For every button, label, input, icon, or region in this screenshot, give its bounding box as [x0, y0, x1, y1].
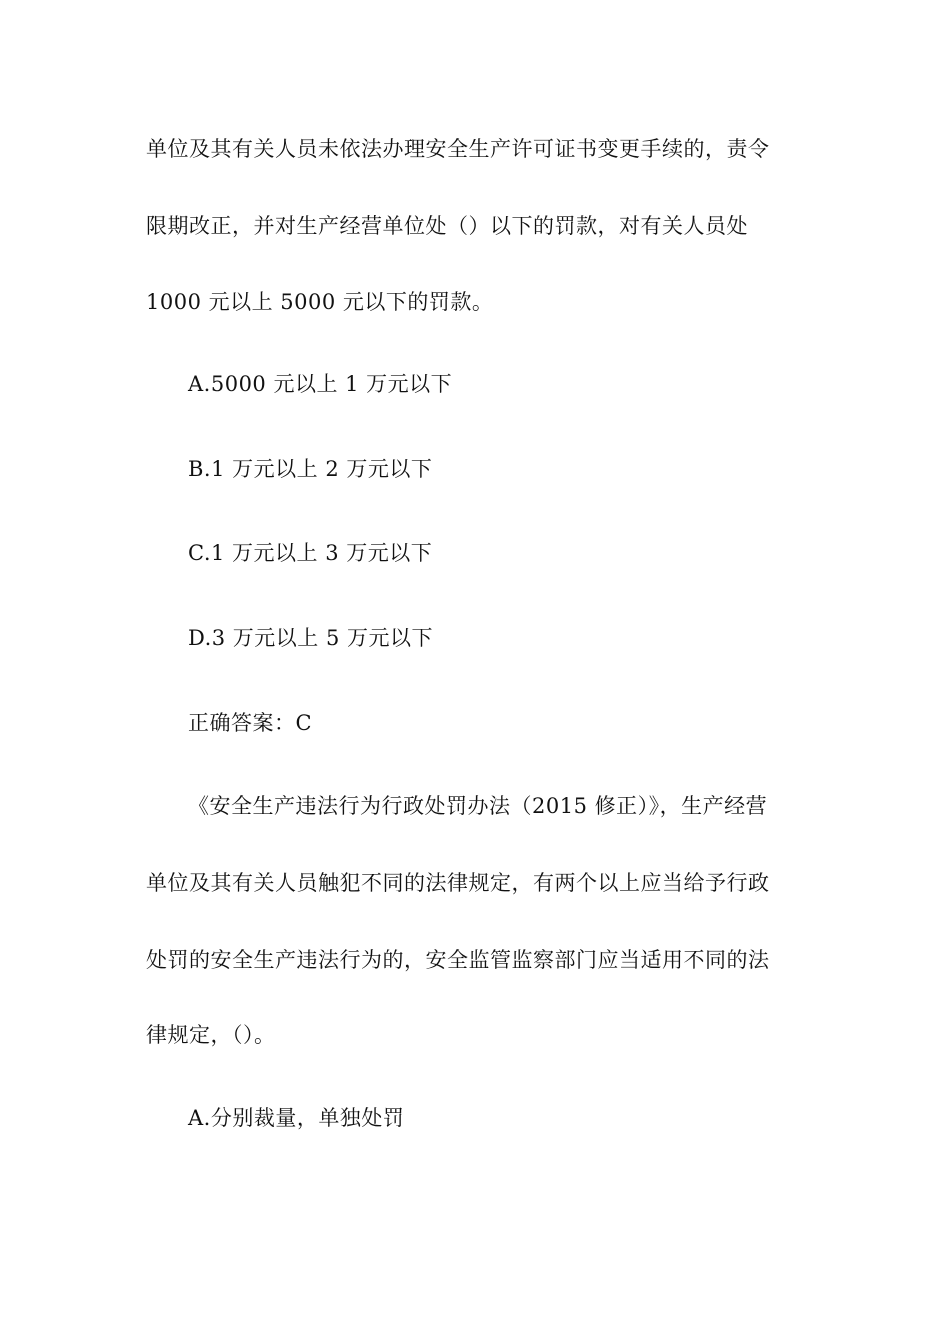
q1-option-a: A.5000 元以上 1 万元以下	[188, 372, 453, 396]
q2-stem-line-1: 《安全生产违法行为行政处罚办法（2015 修正）》，生产经营	[188, 794, 768, 818]
q1-stem-line-1: 单位及其有关人员未依法办理安全生产许可证书变更手续的，责令	[146, 137, 770, 161]
q2-stem-line-2: 单位及其有关人员触犯不同的法律规定，有两个以上应当给予行政	[146, 871, 770, 895]
q2-stem-line-4: 律规定，（）。	[146, 1023, 276, 1047]
q1-option-b: B.1 万元以上 2 万元以下	[188, 457, 433, 481]
q1-stem-line-3: 1000 元以上 5000 元以下的罚款。	[146, 290, 494, 314]
q1-stem-line-2: 限期改正，并对生产经营单位处（）以下的罚款，对有关人员处	[146, 214, 748, 238]
q2-option-a: A.分别裁量，单独处罚	[188, 1106, 405, 1130]
q1-option-d: D.3 万元以上 5 万元以下	[188, 626, 434, 650]
q1-answer: 正确答案：C	[188, 711, 313, 735]
q1-option-c: C.1 万元以上 3 万元以下	[188, 541, 433, 565]
q2-stem-line-3: 处罚的安全生产违法行为的，安全监管监察部门应当适用不同的法	[146, 948, 770, 972]
